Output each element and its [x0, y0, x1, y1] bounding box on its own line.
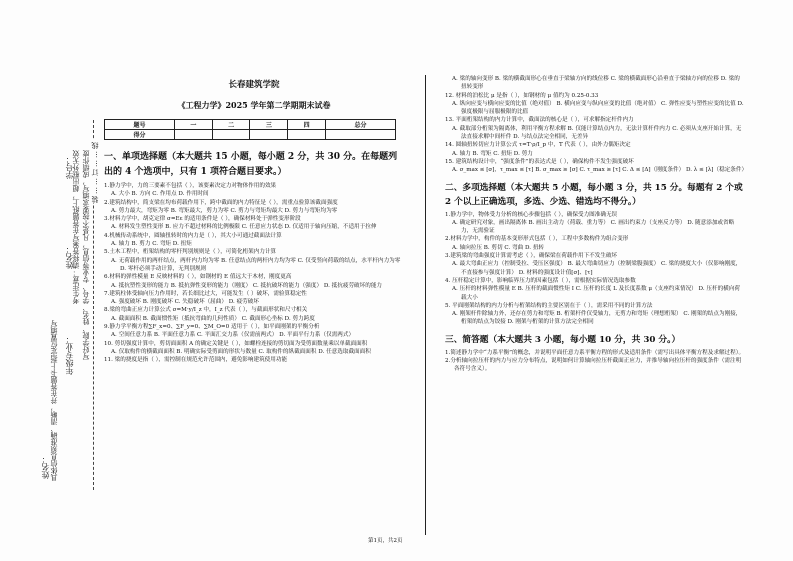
question-line: 3.建筑梁的弯曲强度计算需考虑（ ），确保梁在荷载作用下不发生破坏: [445, 253, 618, 260]
score-table-score-row: [105, 130, 396, 140]
option-line: A. 空间任意力系 B. 平面任意力系 C. 平面汇交力系（仅需前两式） D. 平面平行力系（仅需两式）: [111, 332, 355, 339]
binding-margin: [0, 0, 100, 561]
question-line: 7.建筑柱体受轴向压力作用时，若长细比过大，可能发生（ ）破坏，需验算稳定性: [104, 290, 307, 297]
column-divider: [425, 75, 426, 535]
score-input-cell[interactable]: [175, 130, 213, 140]
score-cell: 四: [288, 120, 326, 130]
question-line: 6.材料的弹性模量 E 反映材料的（ ），如钢材的 E 值远大于木材，刚度更高: [104, 274, 292, 281]
section1-title: 一、单项选择题（本大题共 15 小题，每小题 2 分，共 30 分。在每题列出的 4 个选项中，只有 1 项符合题目要求。）: [104, 152, 398, 177]
option-line: A. 无荷载作用的两杆结点，两杆内力均为零 B. 任意结点的两杆内力均为零 C. 仅受竖向荷载的结点，水平杆内力为零 D. 零杆必须手动计算，无判别规则: [111, 257, 401, 272]
binding-notice-2: 写好学院、姓名、学号、专业等信息，凡是不按要求填写，成绩作废: [82, 150, 90, 360]
score-table: [104, 119, 396, 140]
option-line: A. 刚架杆件除轴力外，还存在剪力和弯矩 B. 桁架杆件仅受轴力，无剪力和弯矩（理想桁架） C. 刚架的结点为刚接，桁架的结点为铰接 D. 刚架与桁架的计算方法完全相同: [452, 311, 742, 326]
option-line: A. σ_max ≤ [σ]，τ_max ≤ [τ] B. σ_max ≥ [σ] C. τ_max ≥ [τ] C. Δ ≤ [Δ]（刚度条件） D. λ ≤ [λ]（稳定条件）: [452, 167, 748, 174]
question-line: 11. 梁的挠度是指（ ），需控制在规范允许范围内，避免影响建筑使用功能: [104, 357, 288, 364]
score-input-cell[interactable]: [288, 130, 326, 140]
question-line: 5. 平面刚架结构的内力分析与桁架结构的主要区别在于（ ），需采用不同的计算方法: [445, 302, 653, 309]
option-line: A. 强度破坏 B. 刚度破坏 C. 失稳破坏（屈曲） D. 疲劳破坏: [111, 299, 259, 306]
question-line: 15. 建筑结构设计中，“强度条件”的表达式是（ ），确保构件不发生强度破坏: [445, 158, 634, 165]
question-line: 13. 平面桁架结构的内力计算中，截面法的核心是（ ），可求解指定杆件内力: [445, 117, 634, 124]
score-cell: 得分: [105, 130, 175, 140]
question-line: 1.简述静力学中“力系平衡”的概念，并说明平面任意力系平衡方程的形式及适用条件（需写出具体平衡方程及求解过程）。: [445, 349, 745, 356]
question-line: 4.机械传动系统中，圆轴扭转时的内力是（ ），其大小可通过截面法计算: [104, 232, 282, 239]
score-cell: 一: [175, 120, 213, 130]
score-input-cell[interactable]: [325, 130, 395, 140]
question-line: 3.材料力学中，胡克定律 σ=Eε 的适用条件是（ ），确保材料处于弹性变形阶段: [104, 216, 301, 223]
option-line: A. 压杆的材料弹性模量 E B. 压杆的截面惯性矩 I C. 压杆的长度 L 及长度系数 μ（支座约束情况） D. 压杆的横向荷载大小: [452, 286, 740, 301]
major-class-label: 年级专业：: [65, 335, 74, 375]
section3-title: 三、简答题（本大题共 3 小题，每小题 10 分，共 30 分。）: [445, 334, 681, 345]
question-line: 1.静力学中，力的三要素不包括（ ），该要素决定力对物体作用的效果: [104, 183, 277, 189]
binding-sep: 装……订……线: [91, 140, 99, 203]
option-line: A. 轴向拉压 B. 剪切 C. 弯曲 D. 扭转: [452, 244, 545, 251]
option-line: A. 抵抗塑性变形的能力 B. 抵抗弹性变形的能力（刚度） C. 抵抗破坏的能力（强度） D. 抵抗疲劳破坏的能力: [111, 282, 383, 289]
school-name-label: 姓名：: [41, 455, 50, 479]
left-column: [104, 78, 404, 365]
name-label: 姓名：: [65, 245, 74, 269]
score-input-cell[interactable]: [250, 130, 288, 140]
exam-title: 《工程力学》2025 学年第二学期期末试卷: [177, 100, 331, 110]
page-footer: 第1页，共2页: [368, 538, 403, 544]
question-line: 10. 剪切强度计算中，剪切面面积 A 的确定关键是（ ），如螺栓连接的剪切面为受剪面数量乘以单截面面积: [104, 340, 368, 347]
question-line: 1.静力学中，物体受力分析的核心步骤包括（ ），确保受力图准确无误: [445, 211, 618, 218]
question-line: 4. 压杆稳定计算中，影响临界压力的因素包括（ ），需根据实际情况选取参数: [445, 277, 636, 284]
question-line: 5.土木工程中，桁架结构的零杆判别规则是（ ），可简化桁架内力计算: [104, 249, 277, 256]
option-line: A. 大小 B. 方向 C. 作用点 D. 作用时间: [111, 191, 209, 198]
school-title: 长春建筑学院: [228, 80, 280, 90]
score-cell: 题号: [105, 120, 175, 130]
option-line: A. 轴力 B. 弯矩 C. 扭矩 D. 剪力: [452, 150, 533, 157]
section2-title: 二、多项选择题（本大题共 5 小题，每小题 3 分，共 15 分。每题有 2 个或 2 个以上正确选项，多选、少选、错选均不得分。）: [445, 182, 743, 207]
student-no-label: 学号：: [65, 155, 74, 179]
option-line: A. 确定研究对象，画出隔离体 B. 画出主动力（荷载、重力等） C. 画出约束力（支座反力等） D. 随意添加或省略力，无需验证: [452, 219, 735, 235]
option-line: A. 最大弯曲正应力（控制受拉、受压区强度） B. 最大弯曲切应力（控制梁腹强度） C. 梁的挠度大小（仅影响刚度，不直接参与强度计算） D. 材料的强度设计值[σ]、[τ]: [452, 261, 742, 276]
question-line: 2.材料力学中，构件的基本变形形式包括（ ），工程中多数构件为组合变形: [445, 236, 629, 243]
option-line: A. 截面面积 B. 截面惯性矩（抵抗弯曲的几何性质） C. 截面形心坐标 D. 剪力跨度: [111, 315, 315, 322]
score-input-cell[interactable]: [212, 130, 250, 140]
option-line: A. 截取部分桁架为隔离体，利用平衡方程求解 B. 仅能计算结点内力，无法计算杆件内力 C. 必须从支座开始计算，无法直接求解中间杆件 D. 与结点法完全相同，无差异: [452, 125, 742, 141]
section1-questions: [104, 182, 404, 365]
right-column: [445, 75, 748, 374]
binding-notice-3: 具体信息须准确、清晰，并在答题卡上指定位置填写: [50, 320, 58, 481]
option-line: A. 纵向应变与横向应变的比值（绝对值） B. 横向应变与纵向应变的比值（绝对值） C. 弹性应变与塑性应变的比值 D. 强度极限与屈服极限的比值: [452, 100, 744, 116]
score-table-header-row: [105, 120, 396, 130]
question-line: 2.建筑结构中，简支梁在均布荷载作用下，跨中截面的内力特征是（ ），需重点验算该截面强度: [104, 199, 338, 206]
option-line: A. 轴力 B. 剪力 C. 弯矩 D. 扭矩: [111, 241, 192, 248]
question-line: 9.静力学平衡方程∑F_x=0、∑F_y=0、∑M_O=0 适用于（ ），如平面刚架的平衡分析: [104, 324, 320, 331]
option-line: A. 仅取构件的横截面面积 B. 明确实际受剪面的形状与数量 C. 取构件的纵截面面积 D. 任意选取截面面积: [111, 348, 371, 355]
binding-notice-1: 考生注意：请将答案写在答题纸上，超出框外无效: [72, 150, 80, 304]
option-line: A. 材料发生塑性变形 B. 应力不超过材料的比例极限 C. 任意应力状态 D. 仅适用于轴向压缩，不适用于拉伸: [111, 224, 377, 231]
question-line: 12. 材料的泊松比 μ 是指（ ），如钢材的 μ 值约为 0.25-0.33: [445, 92, 599, 99]
option-line: A. 梁的轴向变形 B. 梁的横截面形心在垂直于梁轴方向的线位移 C. 梁的横截面形心沿垂直于梁轴方向的位移 D. 梁的扭转变形: [452, 76, 740, 91]
score-cell: 三: [250, 120, 288, 130]
question-line: 14. 圆轴扭转切应力计算公式 τ=T·ρ/I_p 中，T 代表（ ），由外力偶矩决定: [445, 142, 631, 149]
question-line: 2.分析轴向拉压杆的内力与应力分布特点，说明如何计算轴向拉压杆截面正应力，并推导轴向拉压杆的强度条件（需注明各符号含义）。: [445, 358, 742, 373]
question-line: 8.梁的弯曲正应力计算公式 σ=M·y/I_z 中，I_z 代表（ ），与截面形状和尺寸相关: [104, 307, 308, 314]
score-cell: 二: [212, 120, 250, 130]
option-line: A. 剪力最大，弯矩为零 B. 弯矩最大，剪力为零 C. 剪力与弯矩均最大 D. 剪力与弯矩均为零: [111, 207, 338, 214]
score-cell: 总分: [325, 120, 395, 130]
